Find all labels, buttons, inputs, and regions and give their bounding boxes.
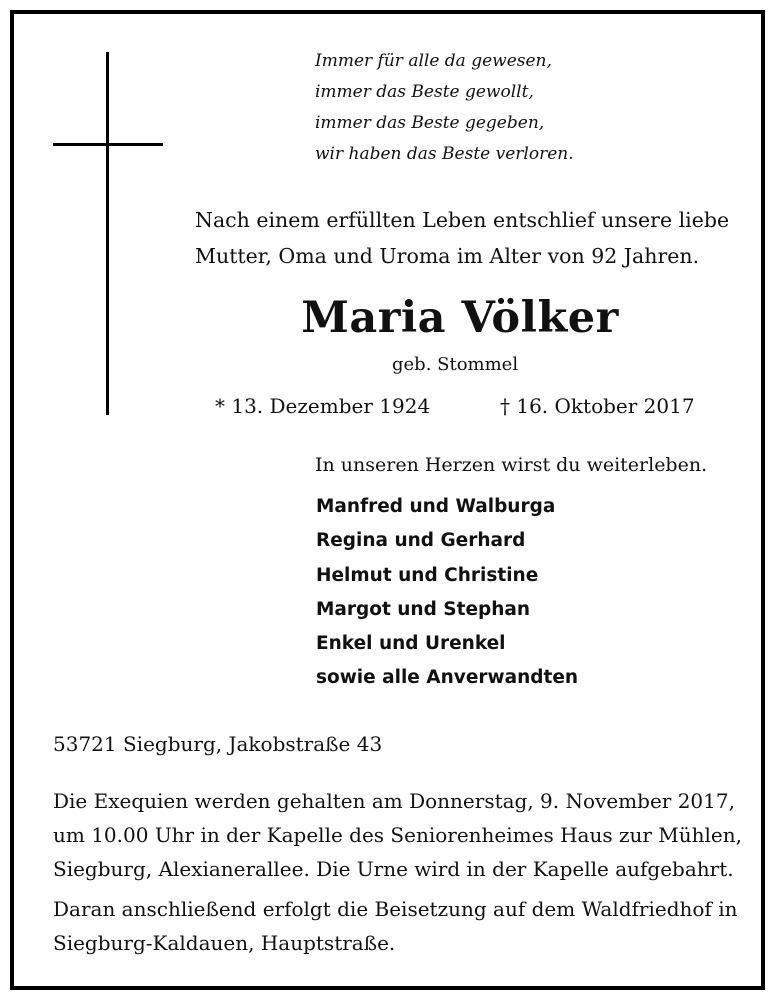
- mourner: Enkel und Urenkel: [316, 633, 506, 655]
- mourner: sowie alle Anverwandten: [316, 667, 579, 689]
- poem-line: wir haben das Beste verloren.: [315, 144, 574, 164]
- cross-icon-crossbar: [53, 143, 163, 146]
- mourner: Margot und Stephan: [316, 598, 531, 620]
- mourner: Manfred und Walburga: [316, 496, 556, 517]
- intro-line: Mutter, Oma und Uroma im Alter von 92 Jahren.: [195, 244, 700, 268]
- motto: In unseren Herzen wirst du weiterleben.: [315, 454, 708, 476]
- service-line: um 10.00 Uhr in der Kapelle des Seniorenheimes Haus zur Mühlen,: [53, 823, 742, 847]
- poem-line: Immer für alle da gewesen,: [315, 51, 552, 71]
- service-line: Die Exequien werden gehalten am Donnerstag, 9. November 2017,: [53, 789, 735, 813]
- intro-text: [195, 202, 730, 274]
- burial-line: Siegburg-Kaldauen, Hauptstraße.: [53, 931, 396, 955]
- burial-line: Daran anschließend erfolgt die Beisetzung auf dem Waldfriedhof in: [53, 897, 738, 921]
- mourner: Helmut und Christine: [316, 564, 539, 586]
- mourner: Regina und Gerhard: [316, 530, 526, 552]
- death-date: † 16. Oktober 2017: [500, 394, 695, 418]
- service-line: Siegburg, Alexianerallee. Die Urne wird in der Kapelle aufgebahrt.: [53, 857, 734, 881]
- burial-paragraph: [53, 892, 738, 960]
- poem-line: immer das Beste gegeben,: [315, 113, 545, 133]
- deceased-name: Maria Völker: [301, 293, 619, 343]
- birth-name: geb. Stommel: [392, 354, 519, 375]
- service-paragraph: [53, 784, 742, 886]
- poem-line: immer das Beste gewollt,: [315, 82, 534, 102]
- intro-line: Nach einem erfüllten Leben entschlief unsere liebe: [195, 208, 730, 232]
- poem: [315, 46, 574, 170]
- cross-icon: [106, 52, 109, 415]
- birth-date: * 13. Dezember 1924: [215, 394, 431, 418]
- mourners-list: [316, 490, 578, 696]
- address: 53721 Siegburg, Jakobstraße 43: [53, 732, 383, 756]
